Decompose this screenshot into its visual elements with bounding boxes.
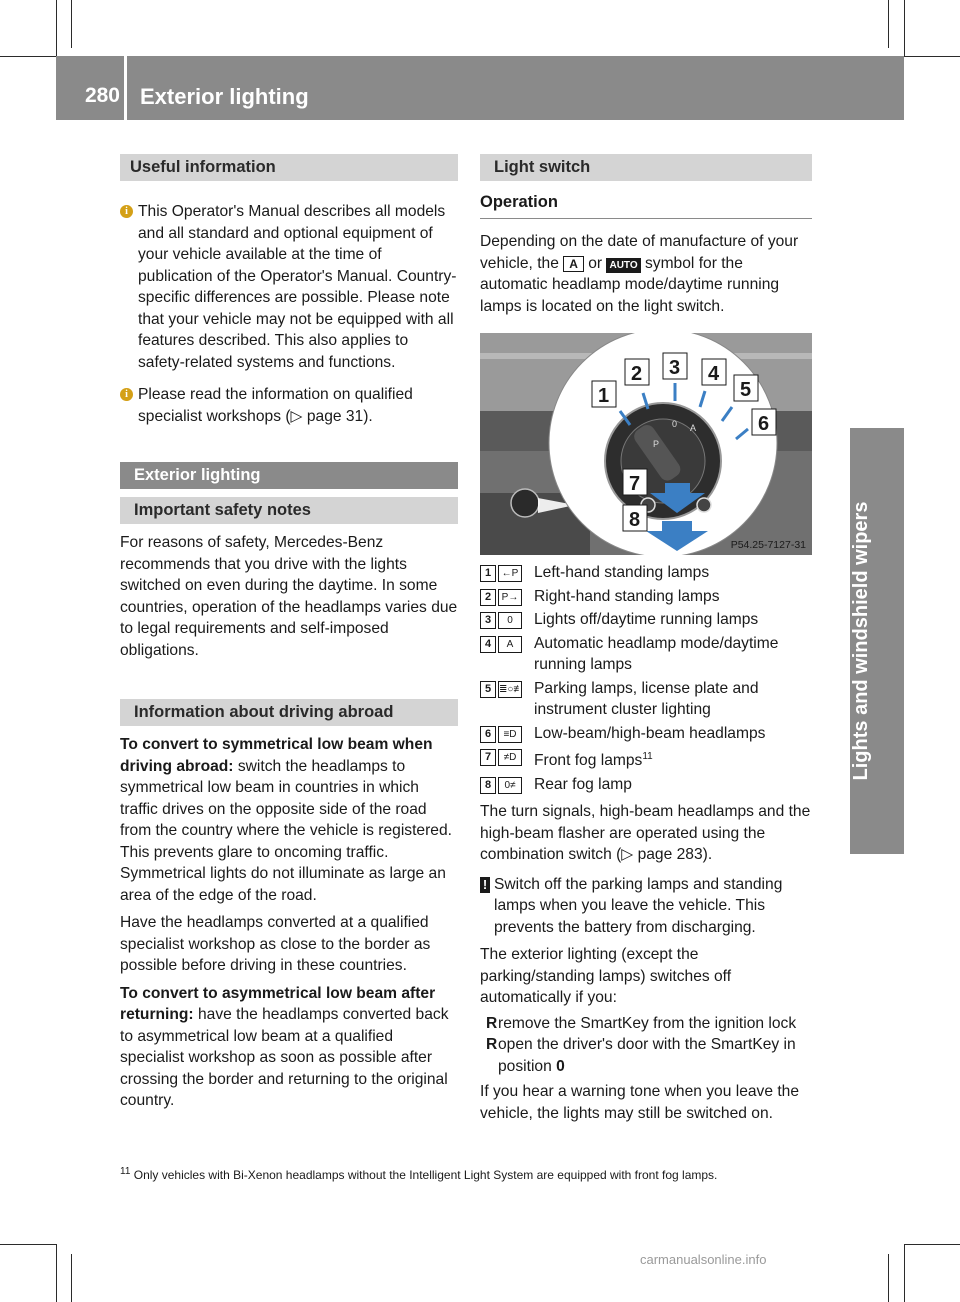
legend-number: 3 xyxy=(480,612,496,629)
crop-mark xyxy=(0,1244,56,1245)
section-heading-exterior-lighting: Exterior lighting xyxy=(120,462,458,489)
info-note xyxy=(120,201,458,373)
warning-icon: ! xyxy=(480,877,490,893)
page-number: 280 xyxy=(84,84,120,107)
info-text: This Operator's Manual describes all models and all standard and optional equipment of your vehicle available at the time of publication of the Operator's Manual. Country-specific differences are possible. Please note that your vehicle may not be equipped with all features described. This also applies to safety-related systems and functions. xyxy=(138,203,457,371)
figure-number: 1 xyxy=(598,385,610,407)
legend-number: 2 xyxy=(480,589,496,606)
legend-text: Low-beam/high-beam headlamps xyxy=(534,724,766,742)
crop-mark xyxy=(71,1254,72,1302)
bullet-text: open the driver's door with the SmartKey in position xyxy=(498,1036,796,1075)
list-item xyxy=(480,1013,812,1035)
chapter-title: Lights and windshield wipers xyxy=(850,501,872,781)
rear-fog-lamp-icon: 0≠ xyxy=(498,777,522,794)
figure-number: 6 xyxy=(758,413,770,435)
safety-paragraph: For reasons of safety, Mercedes-Benz recommends that you drive with the lights switched on even during the daytime. In some countries, operation of the headlamps varies due to legal requirements and self-imposed obligations. xyxy=(120,534,458,659)
light-switch-illustration xyxy=(480,333,812,555)
legend-list xyxy=(480,562,812,795)
right-column xyxy=(480,154,812,1124)
section-heading-light-switch: Light switch xyxy=(480,154,812,181)
symmetrical-paragraph xyxy=(120,734,458,906)
list-item xyxy=(480,1034,812,1077)
svg-text:P: P xyxy=(653,439,660,449)
bullet-text: remove the SmartKey from the ignition lock xyxy=(498,1014,797,1032)
legend-text: Parking lamps, license plate and instrument cluster lighting xyxy=(534,679,759,718)
figure-number: 2 xyxy=(631,363,643,385)
convert-paragraph: Have the headlamps converted at a qualified specialist workshop as close to the border as possible before driving in these countries. xyxy=(120,914,431,974)
legend-item xyxy=(480,586,812,608)
legend-text: Right-hand standing lamps xyxy=(534,587,720,605)
operation-text: or xyxy=(588,254,603,272)
legend-item xyxy=(480,562,812,584)
info-icon: i xyxy=(120,205,133,218)
position-value: 0 xyxy=(556,1057,565,1075)
subheading-operation: Operation xyxy=(480,193,812,219)
legend-number: 5 xyxy=(480,681,496,698)
bullet-icon: R xyxy=(486,1014,498,1032)
footnote xyxy=(120,1164,820,1183)
figure-caption: P54.25-7127-31 xyxy=(730,539,806,551)
legend-item xyxy=(480,774,812,796)
crop-mark xyxy=(56,1244,57,1302)
bullet-icon: R xyxy=(486,1036,498,1054)
crop-mark xyxy=(0,56,56,57)
lights-off-icon: 0 xyxy=(498,612,522,629)
footnote-text: Only vehicles with Bi-Xenon headlamps without the Intelligent Light System are equipped with front fog lamps. xyxy=(133,1168,718,1182)
auto-off-paragraph: The exterior lighting (except the parking/standing lamps) switches off automatically if you: xyxy=(480,946,732,1007)
section-heading-useful-information: Useful information xyxy=(120,154,458,181)
warning-tone-paragraph: If you hear a warning tone when you leave the vehicle, the lights may still be switched on. xyxy=(480,1083,800,1122)
figure-number: 7 xyxy=(629,473,641,495)
warning-text: Switch off the parking lamps and standing lamps when you leave the vehicle. This prevents the battery from discharging. xyxy=(494,875,783,936)
header-divider xyxy=(124,56,127,120)
operation-paragraph xyxy=(480,231,812,317)
crop-mark xyxy=(904,1244,905,1302)
front-fog-lamp-icon: ≠D xyxy=(498,749,522,766)
footnote-number: 11 xyxy=(120,1166,131,1177)
crop-mark xyxy=(888,0,889,48)
crop-mark xyxy=(56,0,57,56)
svg-text:0: 0 xyxy=(672,419,678,429)
legend-text: Left-hand standing lamps xyxy=(534,564,710,581)
crop-mark xyxy=(71,0,72,48)
auto-symbol-icon: AUTO xyxy=(606,258,640,273)
legend-text: Rear fog lamp xyxy=(534,775,632,793)
turn-signals-paragraph: The turn signals, high-beam headlamps and the high-beam flasher are operated using the combination switch (▷ page 283). xyxy=(480,803,811,864)
legend-text xyxy=(534,746,812,772)
info-icon: i xyxy=(120,388,133,401)
asymmetrical-paragraph xyxy=(120,983,458,1112)
figure-number: 3 xyxy=(669,357,681,379)
symmetrical-text: switch the headlamps to symmetrical low beam in countries in which traffic drives on the opposite side of the road from the country where the vehicle is registered. This prevents glare to oncoming traffic. Symmetrical lights do not illuminate as large an area of the edge of the road. xyxy=(120,757,452,904)
figure-number: 8 xyxy=(629,509,641,531)
right-standing-lamp-icon: P→ xyxy=(498,589,522,606)
asymmetrical-text: have the headlamps converted back to asymmetrical low beam at a qualified specialist workshop as soon as possible after crossing the border and returning to the original country. xyxy=(120,1006,449,1109)
auto-headlamp-icon: A xyxy=(498,636,522,653)
info-text: Please read the information on qualified specialist workshops (▷ page 31). xyxy=(138,386,413,425)
crop-mark xyxy=(904,1244,960,1245)
legend-number: 4 xyxy=(480,636,496,653)
legend-text: Automatic headlamp mode/daytime running lamps xyxy=(534,634,779,673)
page-title: Exterior lighting xyxy=(140,84,309,109)
legend-item xyxy=(480,609,812,631)
legend-number: 6 xyxy=(480,726,496,743)
left-standing-lamp-icon: ←P xyxy=(498,565,522,582)
figure-number: 5 xyxy=(740,379,752,401)
asymmetrical-lead: To convert to asymmetrical low beam after returning: xyxy=(120,984,436,1023)
page-header xyxy=(56,56,904,120)
low-beam-icon: ≡D xyxy=(498,726,522,743)
legend-text: Lights off/daytime running lamps xyxy=(534,611,759,628)
left-column xyxy=(120,154,458,1112)
legend-text-label: Front fog lamps xyxy=(534,752,643,770)
watermark: carmanualsonline.info xyxy=(640,1252,767,1267)
crop-mark xyxy=(904,56,960,57)
legend-item xyxy=(480,633,812,676)
legend-item xyxy=(480,746,812,772)
parking-lamp-icon: ≣○≢ xyxy=(498,681,522,698)
footnote-ref: 11 xyxy=(642,751,653,762)
symmetrical-lead: To convert to symmetrical low beam when driving abroad: xyxy=(120,736,433,775)
auto-a-symbol-icon: A xyxy=(563,256,584,272)
section-heading-safety-notes: Important safety notes xyxy=(120,497,458,524)
crop-mark xyxy=(904,0,905,56)
crop-mark xyxy=(888,1254,889,1302)
legend-item xyxy=(480,723,812,745)
operation-text: Depending on the date of manufacture of your vehicle, the xyxy=(480,233,799,272)
legend-number: 7 xyxy=(480,749,496,766)
bullet-list xyxy=(480,1013,812,1078)
chapter-side-tab xyxy=(850,428,904,854)
light-switch-figure xyxy=(480,333,812,555)
legend-number: 1 xyxy=(480,565,496,582)
legend-number: 8 xyxy=(480,777,496,794)
figure-number: 4 xyxy=(708,363,720,385)
svg-text:A: A xyxy=(690,423,697,433)
operation-text: symbol for the automatic headlamp mode/daytime running lamps is located on the light switch. xyxy=(480,254,780,315)
info-note xyxy=(120,384,458,427)
section-heading-driving-abroad: Information about driving abroad xyxy=(120,699,458,726)
warning-note xyxy=(480,874,812,939)
legend-item xyxy=(480,678,812,721)
